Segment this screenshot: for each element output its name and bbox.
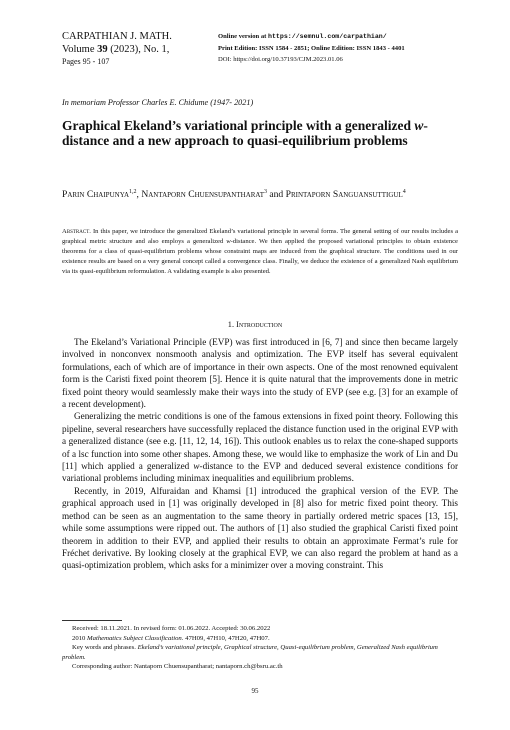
paragraph: The Ekeland’s Variational Principle (EVP) was first introduced in [6, 7] and since then became largely involved in nonconvex nonsmooth analysis and optimization. The EVP itself has several equivalent formulations, each of which are of importance in their own aspects. One of the most renowned equivalent form is the Caristi fixed point theorem [5]. Hence it is quite natural that the improvements done in metric fixed point theory would seamlessly make their ways into the study of EVP (see e.g. [3] for an example of a recent development).	[62, 337, 458, 410]
keywords: Key words and phrases. Ekeland’s variational principle, Graphical structure, Quasi-equilibrium problem, Generalized Nash equilibrium problem.	[62, 644, 438, 661]
page-number: 95	[251, 687, 259, 695]
paper-title: Graphical Ekeland’s variational principle with a generalized w-distance and a new approach to quasi-equilibrium problems	[62, 118, 428, 148]
footnote-divider	[62, 620, 122, 621]
author-name: Printaporn Sanguansuttigul	[285, 189, 403, 201]
abstract-label: Abstract.	[62, 228, 91, 235]
memoriam-dedication: In memoriam Professor Charles E. Chidume (1947- 2021)	[62, 98, 254, 107]
author-name: Parin Chaipunya	[62, 189, 130, 201]
issn-info: Print Edition: ISSN 1584 - 2851; Online Edition: ISSN 1843 - 4401	[218, 44, 405, 52]
corresponding-author: Corresponding author: Nantaporn Chuensupantharat; nantaporn.ch@bsru.ac.th	[72, 663, 283, 671]
msc-classification: 2010 Mathematics Subject Classification. 47H09, 47H10, 47H20, 47H07.	[72, 634, 270, 642]
footnotes	[62, 624, 458, 672]
volume-info: Volume 39 (2023), No. 1,	[62, 44, 170, 55]
online-url-link[interactable]: https://semnul.com/carpathian/	[268, 33, 387, 40]
abstract: Abstract. In this paper, we introduce the generalized Ekeland’s variational principle in several forms. The general setting of our results includes a graphical metric structure and also employs a generalized w-distance. We then applied the proposed variational principles to obtain existence theorems for a class of quasi-equilibrium problems whose constraint maps are induced from the graphical structure. The conditions used in our existence results are based on a very general concept called a convergence class. Finally, we deduce the existence of a generalized Nash equilibrium via its quasi-equilibrium reformulation. A validating example is also presented.	[62, 228, 458, 275]
received-dates: Received: 18.11.2021. In revised form: 01.06.2022. Accepted: 30.06.2022	[72, 625, 271, 632]
author-name: Nantaporn Chuensupantharat	[141, 189, 264, 201]
section-heading: 1. Introduction	[227, 320, 283, 329]
publication-info	[218, 31, 468, 66]
doi-link[interactable]: DOI: https://doi.org/10.37193/CJM.2023.01.06	[218, 56, 343, 63]
body-text	[62, 336, 458, 572]
online-version: Online version at https://semnul.com/carpathian/	[218, 33, 387, 40]
journal-header	[62, 30, 212, 68]
author-list: Parin Chaipunya$^{1,2}$, Nantaporn Chuensupantharat$^3$ and Printaporn Sanguansuttigul$^4$	[62, 189, 406, 201]
journal-name: CARPATHIAN J. MATH.	[62, 31, 172, 42]
paragraph: Recently, in 2019, Alfuraidan and Khamsi [1] introduced the graphical version of the EVP. The graphical approach used in [1] was originally developed in [8] also for metric fixed point theory. This method can be seen as an augmentation to the same theory in partially ordered metric spaces [13, 15], while some assumptions were ripped out. The authors of [1] also studied the graphical Caristi fixed point theorem in addition to their EVP, and applied their results to obtain an approximate Fermat’s rule for Fréchet derivative. By looking closely at the graphical EVP, we can also regard the problem at hand as a quasi-optimization problem, which asks for a minimizer over a moving constraint. This	[62, 485, 458, 571]
page-range: Pages 95 - 107	[62, 57, 110, 66]
paragraph: Generalizing the metric conditions is one of the famous extensions in fixed point theory. Following this pipeline, several researchers have successfully replaced the distance function used in the original EVP with a generalized distance (see e.g. [11, 12, 14, 16]). This outlook enables us to relax the cone-shaped supports of a lsc function into some other shapes. Among these, we would like to emphasize the work of Lin and Du [11] which applied a generalized w-distance to the EVP and deduced several existence conditions for variational problems including minimax inequalities and equilibrium problems.	[62, 411, 459, 484]
